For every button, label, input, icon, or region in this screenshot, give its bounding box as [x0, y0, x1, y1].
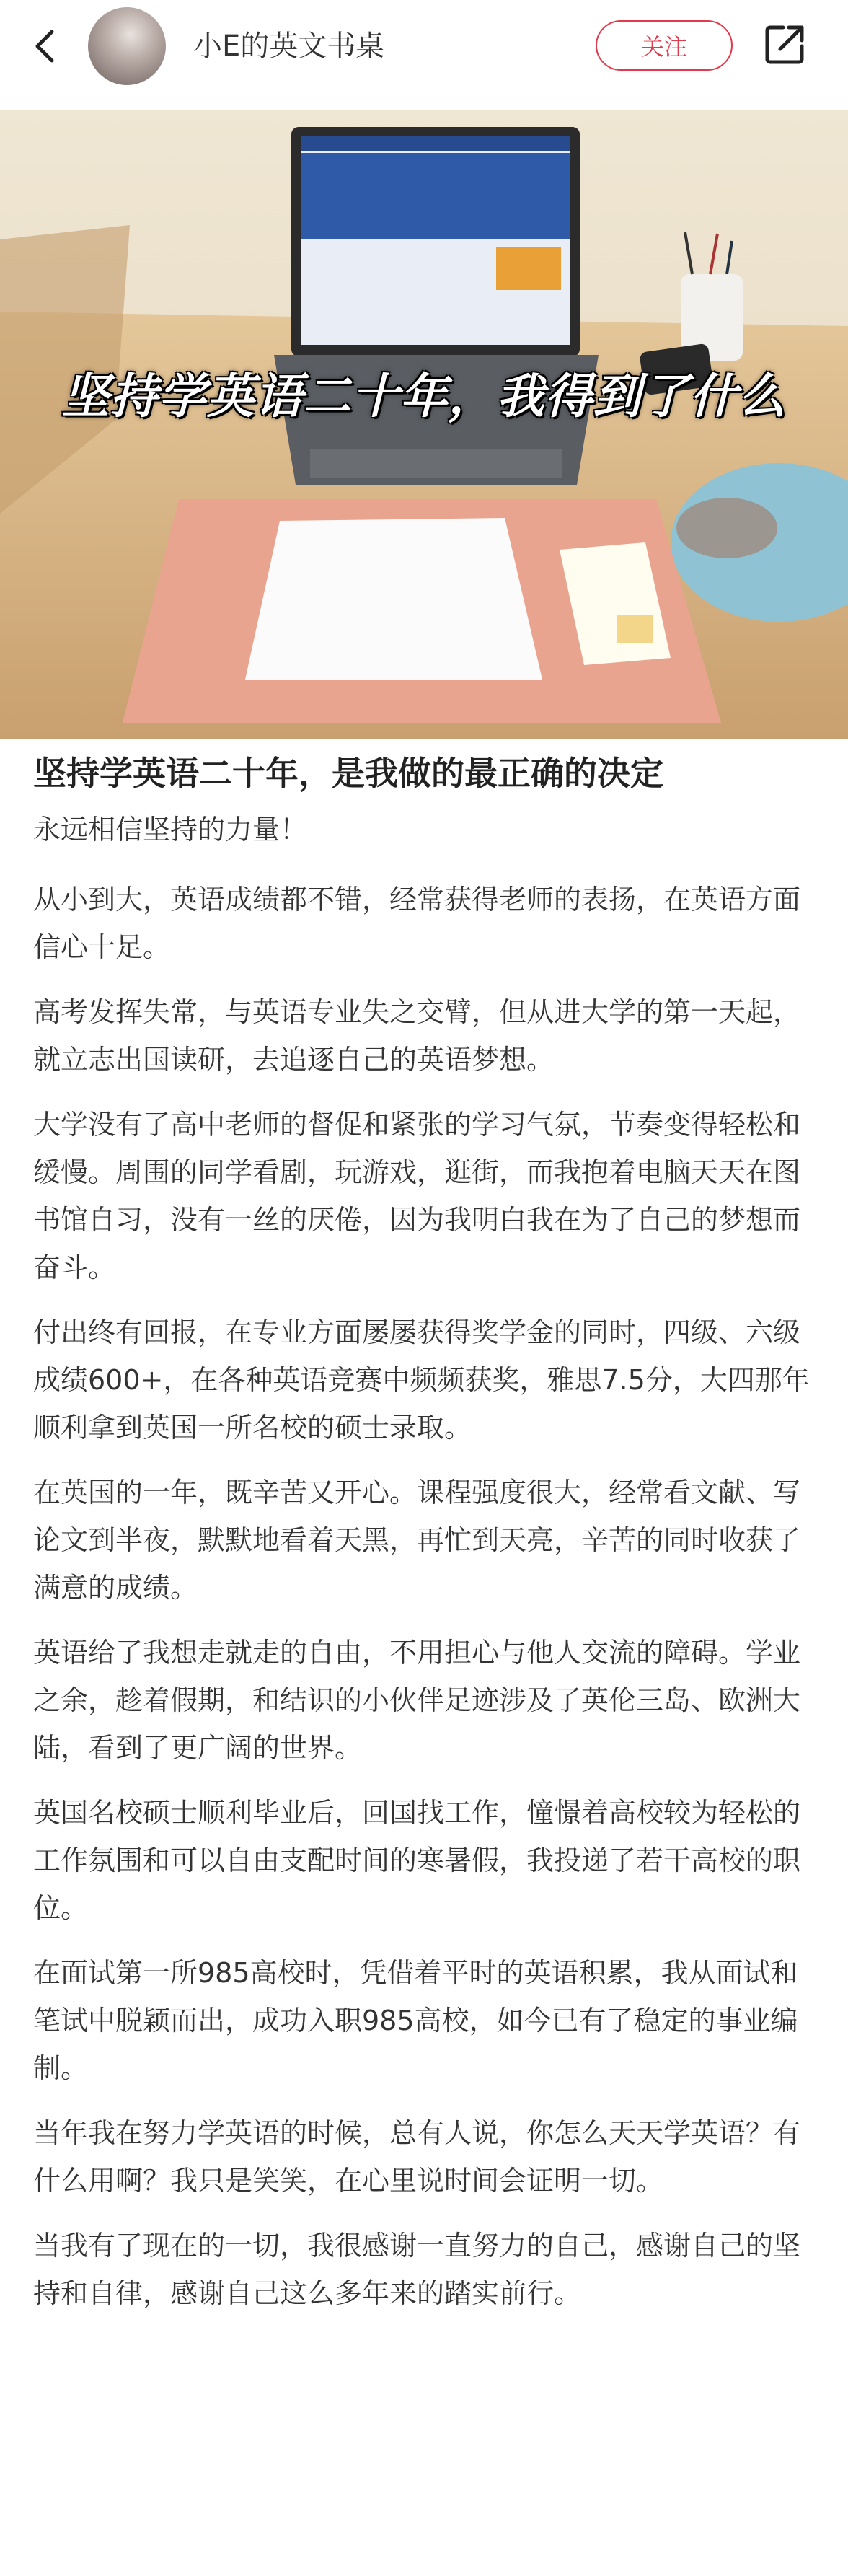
post-subtitle: 永远相信坚持的力量！ — [33, 814, 308, 845]
paragraph: 英语给了我想走就走的自由，不用担心与他人交流的障碍。学业之余，趁着假期，和结识的小伙伴足迹涉及了英伦三岛、欧洲大陆，看到了更广阔的世界。 — [33, 1637, 801, 1764]
paragraph: 大学没有了高中老师的督促和紧张的学习气氛，节奏变得轻松和缓慢。周围的同学看剧，玩游戏，逛街，而我抱着电脑天天在图书馆自习，没有一丝的厌倦，因为我明白我在为了自己的梦想而奋斗。 — [33, 1109, 801, 1283]
avatar[interactable] — [88, 7, 166, 85]
paragraph: 当年我在努力学英语的时候，总有人说，你怎么天天学英语？有什么用啊？我只是笑笑，在心里说时间会证明一切。 — [33, 2117, 801, 2197]
paragraph: 英国名校硕士顺利毕业后，回国找工作，憧憬着高校较为轻松的工作氛围和可以自由支配时间的寒暑假，我投递了若干高校的职位。 — [33, 1797, 801, 1924]
post-title: 坚持学英语二十年，是我做的最正确的决定 — [33, 754, 663, 793]
paragraph: 高考发挥失常，与英语专业失之交臂，但从进大学的第一天起，就立志出国读研，去追逐自己的英语梦想。 — [33, 996, 801, 1076]
author-name[interactable]: 小E的英文书桌 — [193, 30, 385, 63]
share-icon[interactable] — [761, 22, 808, 68]
post-image[interactable] — [0, 110, 848, 739]
image-caption: 坚持学英语二十年，我得到了什么 — [61, 369, 787, 424]
paragraph: 付出终有回报，在专业方面屡屡获得奖学金的同时，四级、六级成绩600+，在各种英语竞赛中频频获奖，雅思7.5分，大四那年顺利拿到英国一所名校的硕士录取。 — [33, 1316, 810, 1443]
chevron-left-icon[interactable] — [26, 26, 66, 66]
paragraph: 从小到大，英语成绩都不错，经常获得老师的表扬，在英语方面信心十足。 — [33, 884, 801, 963]
post-content — [33, 750, 819, 2334]
follow-button[interactable]: 关注 — [596, 20, 733, 71]
top-bar — [0, 0, 848, 92]
paragraph: 在英国的一年，既辛苦又开心。课程强度很大，经常看文献、写论文到半夜，默默地看着天黑，再忙到天亮，辛苦的同时收获了满意的成绩。 — [33, 1477, 801, 1604]
paragraph: 在面试第一所985高校时，凭借着平时的英语积累，我从面试和笔试中脱颖而出，成功入职985高校，如今已有了稳定的事业编制。 — [33, 1957, 798, 2084]
paragraph: 当我有了现在的一切，我很感谢一直努力的自己，感谢自己的坚持和自律，感谢自己这么多年来的踏实前行。 — [33, 2230, 801, 2309]
